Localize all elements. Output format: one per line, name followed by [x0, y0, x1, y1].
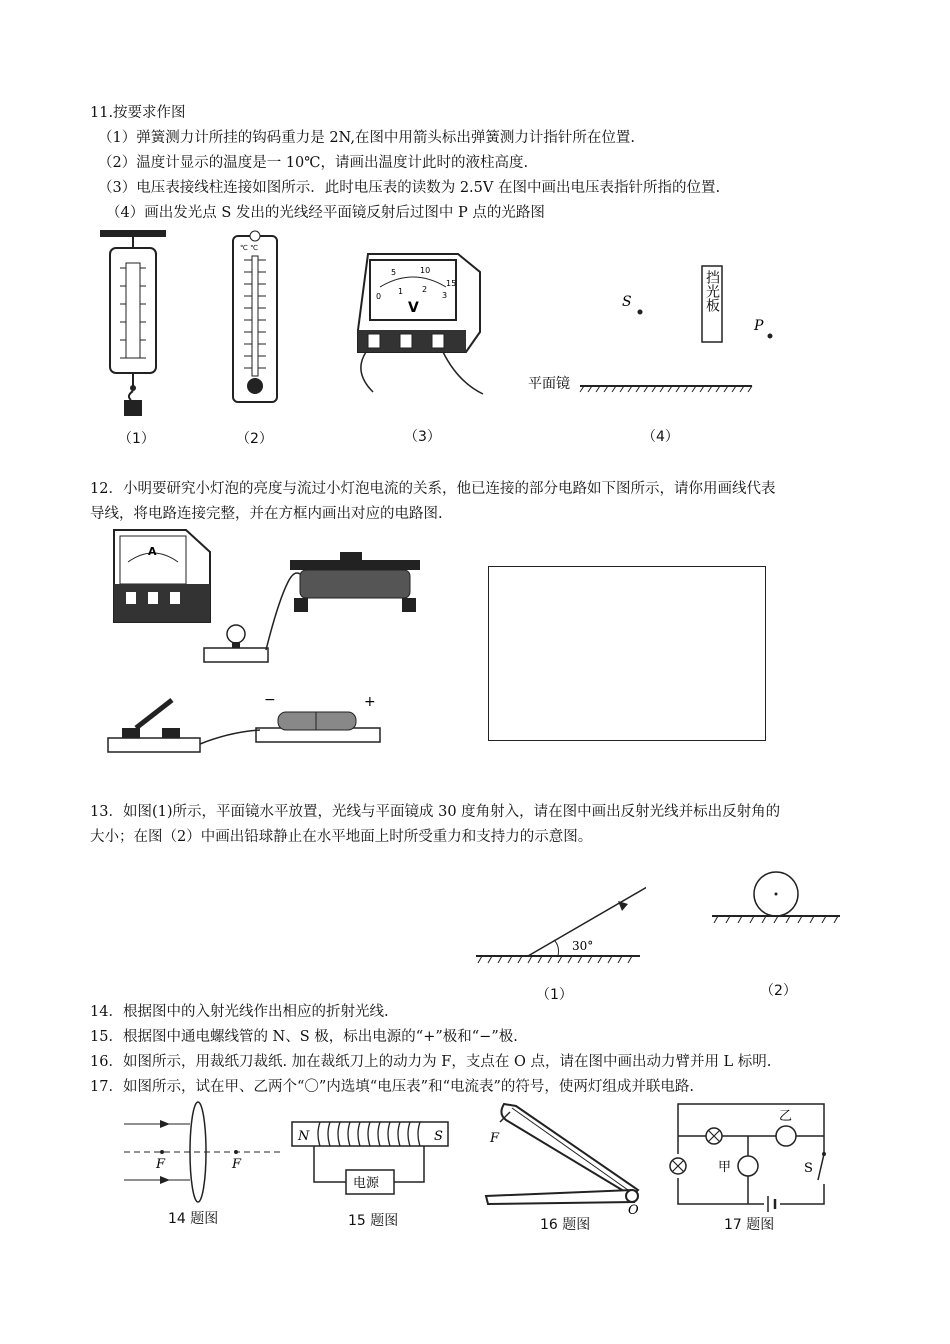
angle-label: 30°	[572, 939, 594, 953]
south-pole-label: S	[434, 1129, 443, 1144]
q13-caption-2: （2）	[760, 983, 797, 999]
board-label: 挡光板	[704, 270, 720, 312]
fig17-caption: 17 题图	[724, 1217, 775, 1233]
q17-text: 17．如图所示，试在甲、乙两个“〇”内选填“电压表”和“电流表”的符号，使两灯组成并联电路.	[90, 1079, 695, 1095]
circuit-diagram-answer-box[interactable]	[488, 566, 766, 741]
voltmeter-scale-1: 1	[398, 287, 404, 296]
voltmeter-figure	[348, 252, 488, 402]
voltmeter-scale-0: 0	[376, 292, 382, 301]
ammeter-label: A	[148, 545, 157, 558]
pivot-o-label: O	[628, 1203, 639, 1216]
q11-caption-3: （3）	[404, 429, 441, 445]
q12-line-1: 12．小明要研究小灯泡的亮度与流过小灯泡电流的关系，他已连接的部分电路如下图所示，请你用画线代表	[90, 481, 776, 497]
q11-item-1: （1）弹簧测力计所挂的钩码重力是 2N,在图中用箭头标出弹簧测力计指针所在位置.	[98, 130, 636, 146]
svg-text:℃ ℃: ℃ ℃	[240, 244, 258, 252]
q11-caption-2: （2）	[236, 431, 273, 447]
q11-caption-1: （1）	[118, 431, 155, 447]
thermometer-figure	[230, 228, 280, 406]
q16-text: 16．如图所示，用裁纸刀裁纸. 加在裁纸刀上的动力为 F，支点在 O 点，请在图中画出动力臂并用 L 标明.	[90, 1054, 772, 1070]
svg-text:+: +	[364, 694, 376, 710]
svg-text:−: −	[264, 692, 276, 708]
pivot-point	[626, 1190, 638, 1202]
voltmeter-scale-10: 10	[420, 266, 431, 275]
meter-jia-circle[interactable]	[738, 1156, 758, 1176]
fig14-caption: 14 题图	[168, 1211, 219, 1227]
shot-put-figure	[710, 866, 842, 930]
meter-jia-label: 甲	[718, 1160, 732, 1175]
paper-cutter-figure	[482, 1098, 648, 1216]
parallel-circuit-figure	[664, 1100, 830, 1212]
q14-text: 14．根据图中的入射光线作出相应的折射光线.	[90, 1004, 389, 1020]
q11-item-3: （3）电压表接线柱连接如图所示．此时电压表的读数为 2.5V 在图中画出电压表指针所指的位置.	[98, 180, 721, 196]
q12-line-2: 导线，将电路连接完整，并在方框内画出对应的电路图.	[90, 506, 443, 522]
q11-item-4: （4）画出发光点 S 发出的光线经平面镜反射后过图中 P 点的光路图	[106, 205, 545, 221]
q11-caption-4: （4）	[642, 429, 679, 445]
q13-line-2: 大小；在图（2）中画出铅球静止在水平地面上时所受重力和支持力的示意图。	[90, 829, 593, 845]
q11-item-2: （2）温度计显示的温度是一 10℃，请画出温度计此时的液柱高度.	[98, 155, 529, 171]
ray-arrow-icon	[618, 901, 628, 911]
source-s-label: S	[622, 294, 632, 310]
voltmeter-scale-15: 15	[446, 279, 457, 288]
q11-title: 11.按要求作图	[90, 105, 186, 121]
mirror-label: 平面镜	[528, 376, 570, 392]
circuit-components-figure	[100, 522, 430, 772]
solenoid-figure	[290, 1118, 452, 1202]
spring-scale-figure	[98, 228, 168, 418]
q15-text: 15．根据图中通电螺线管的 N、S 极，标出电源的“+”极和“−”极.	[90, 1029, 518, 1045]
mirror-figure	[528, 262, 778, 412]
meter-yi-label: 乙	[779, 1109, 793, 1124]
point-p-label: P	[754, 318, 764, 334]
switch-s-label: S	[804, 1161, 813, 1176]
fig15-caption: 15 题图	[348, 1213, 399, 1229]
convex-lens-figure	[124, 1100, 284, 1204]
fig16-caption: 16 题图	[540, 1217, 591, 1233]
voltmeter-scale-5: 5	[391, 268, 397, 277]
power-source-label: 电源	[353, 1176, 380, 1191]
voltmeter-scale-2: 2	[422, 285, 428, 294]
voltmeter-scale-3: 3	[442, 291, 448, 300]
incident-ray-figure	[476, 874, 646, 970]
voltmeter-unit-label: V	[408, 300, 419, 316]
north-pole-label: N	[298, 1129, 310, 1144]
focus-right-label: F	[232, 1157, 242, 1172]
q13-line-1: 13．如图(1)所示，平面镜水平放置，光线与平面镜成 30 度角射入，请在图中画出反射光线并标出反射角的	[90, 804, 781, 820]
force-f-label: F	[490, 1131, 500, 1146]
q13-caption-1: （1）	[536, 987, 573, 1003]
source-s-point	[638, 310, 643, 315]
meter-yi-circle[interactable]	[776, 1126, 796, 1146]
focus-left-label: F	[156, 1157, 166, 1172]
point-p	[768, 334, 773, 339]
